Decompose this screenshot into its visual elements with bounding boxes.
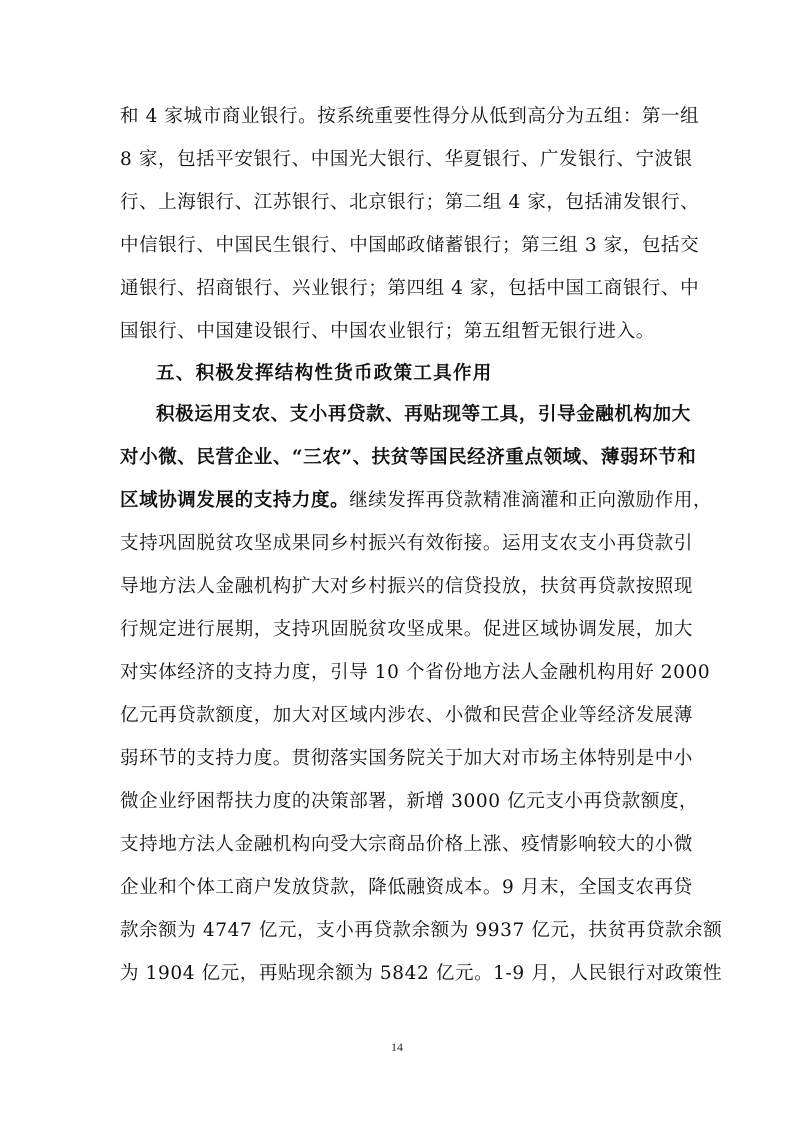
paragraph-line-10: 微企业纾困帮扶力度的决策部署，新增 3000 亿元支小再贷款额度， <box>120 791 699 812</box>
paragraph-line-11: 支持地方法人金融机构向受大宗商品价格上涨、疫情影响较大的小微 <box>120 834 694 855</box>
paragraph-line-9: 弱环节的支持力度。贯彻落实国务院关于加大对市场主体特别是中小 <box>120 748 694 769</box>
paragraph-line-3-bold-part: 区域协调发展的支持力度。 <box>120 490 350 511</box>
body-text-line-6: 国银行、中国建设银行、中国农业银行；第五组暂无银行进入。 <box>120 321 655 342</box>
paragraph-line-4: 支持巩固脱贫攻坚成果同乡村振兴有效衔接。运用支农支小再贷款引 <box>120 533 694 554</box>
paragraph-line-1: 积极运用支农、支小再贷款、再贴现等工具，引导金融机构加大 <box>156 404 691 425</box>
paragraph-line-2: 对小微、民营企业、“三农”、扶贫等国民经济重点领域、薄弱环节和 <box>120 447 697 468</box>
paragraph-line-5: 导地方法人金融机构扩大对乡村振兴的信贷投放，扶贫再贷款按照现 <box>120 576 694 597</box>
body-text-line-3: 行、上海银行、江苏银行、北京银行；第二组 4 家，包括浦发银行、 <box>120 192 700 213</box>
body-text-line-2: 8 家，包括平安银行、中国光大银行、华夏银行、广发银行、宁波银 <box>120 149 693 170</box>
paragraph-line-12: 企业和个体工商户发放贷款，降低融资成本。9 月末，全国支农再贷 <box>120 877 693 898</box>
paragraph-line-14: 为 1904 亿元，再贴现余额为 5842 亿元。1-9 月，人民银行对政策性 <box>120 963 723 984</box>
paragraph-line-7: 对实体经济的支持力度，引导 10 个省份地方法人金融机构用好 2000 <box>120 662 711 683</box>
paragraph-line-3-normal-part: 继续发挥再贷款精准滴灌和正向激励作用， <box>349 490 713 511</box>
body-text-line-4: 中信银行、中国民生银行、中国邮政储蓄银行；第三组 3 家，包括交 <box>120 235 700 256</box>
body-text-line-5: 通银行、招商银行、兴业银行；第四组 4 家，包括中国工商银行、中 <box>120 278 700 299</box>
paragraph-line-6: 行规定进行展期，支持巩固脱贫攻坚成果。促进区域协调发展，加大 <box>120 619 694 640</box>
paragraph-line-8: 亿元再贷款额度，加大对区域内涉农、小微和民营企业等经济发展薄 <box>120 705 694 726</box>
paragraph-line-13: 款余额为 4747 亿元，支小再贷款余额为 9937 亿元，扶贫再贷款余额 <box>120 920 723 941</box>
body-text-line-1: 和 4 家城市商业银行。按系统重要性得分从低到高分为五组：第一组 <box>120 106 700 127</box>
paragraph-line-3 <box>120 484 713 518</box>
page-number: 14 <box>391 1040 403 1054</box>
section-heading: 五、积极发挥结构性货币政策工具作用 <box>156 363 493 384</box>
